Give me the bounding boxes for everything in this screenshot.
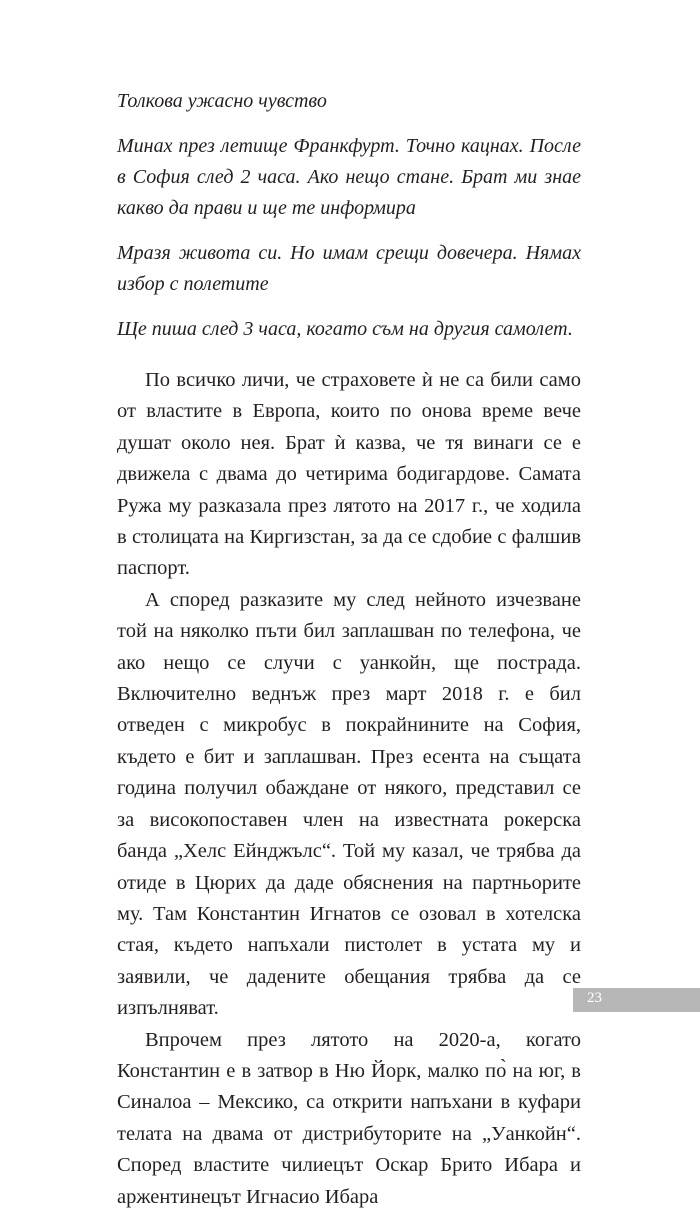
quote-line: Мразя живота си. Но имам срещи довечера. Нямах избор с полетите xyxy=(117,242,581,295)
quote-line: Ще пиша след 3 часа, когато съм на другия самолет. xyxy=(117,318,573,340)
body-paragraph: А според разказите му след нейното изчезване той на няколко пъти бил заплашван по телефона, че ако нещо се случи с уанкойн, ще пострада. Включително веднъж през март 2018 г. е бил отведен с микробус в покрайнините на София, където е бит и заплашван. През есента на същата година получил обаждане от някого, представил се за високопоставен член на известната рокерска банда „Хелс Ейнджълс“. Той му казал, че трябва да отиде в Цюрих да даде обяснения на партньорите му. Там Константин Игнатов се озовал в хотелска стая, където напъхали пистолет в устата му и заявили, че дадените обещания трябва да се изпълняват. xyxy=(117,588,581,1020)
page-content xyxy=(117,86,581,1213)
body-paragraph: Впрочем през лятото на 2020-а, когато Константин е в затвор в Ню Йорк, малко по̀ на юг, в Синалоа – Мексико, са открити напъхани в куфари телата на двама от дистрибуторите на „Уанкойн“. Според властите чилиецът Оскар Брито Ибара и аржентинецът Игнасио Ибара xyxy=(117,1028,581,1208)
quote-line: Минах през летище Франкфурт. Точно кацнах. После в София след 2 часа. Ако нещо стане. Брат ми знае какво да прави и ще те информира xyxy=(117,135,581,219)
page-number-tab xyxy=(573,988,700,1012)
body-paragraph: По всичко личи, че страховете ѝ не са били само от властите в Европа, които по онова време вече душат около нея. Брат ѝ казва, че тя винаги се е движела с двама до четирима бодигардове. Самата Ружа му разказала през лятото на 2017 г., че ходила в столицата на Киргизстан, за да се сдобие с фалшив паспорт. xyxy=(117,369,581,580)
page-number: 23 xyxy=(587,990,602,1006)
quote-line: Толкова ужасно чувство xyxy=(117,90,327,112)
